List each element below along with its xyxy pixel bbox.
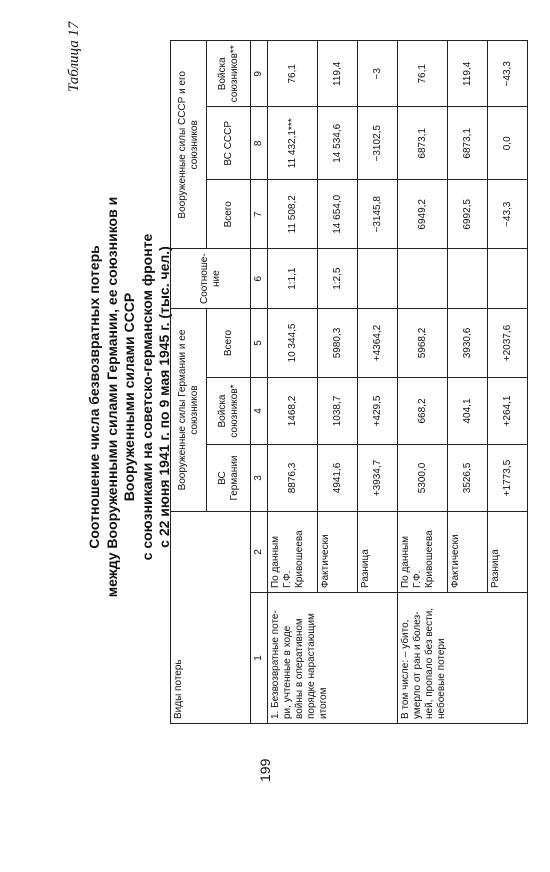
header-ratio: Соотноше-ние (171, 249, 251, 309)
table-cell: 5300,0 (398, 445, 448, 512)
table-cell: −3145,8 (358, 180, 398, 249)
title-line: Соотношение числа безвозвратных потерь (86, 245, 102, 549)
row-source-label: По данным Г.Ф. Кривошеева (268, 512, 318, 593)
table-cell: 11 508,2 (268, 180, 318, 249)
table-cell (448, 249, 488, 309)
table-cell: 0,0 (488, 107, 528, 180)
table-cell: 76,1 (398, 41, 448, 107)
header-total-de: Всего (207, 309, 251, 378)
table-cell: 11 432,1*** (268, 107, 318, 180)
column-index: 6 (251, 249, 268, 309)
table-cell: −43,3 (488, 180, 528, 249)
table-cell: 14 534,6 (318, 107, 358, 180)
title-line: между Вооруженными силами Германии, ее союзников и Вооруженными силами СССР (103, 196, 137, 598)
row-source-label: По данным Г.Ф. Кривошеева (398, 512, 448, 593)
table-cell: 668,2 (398, 378, 448, 445)
row-section-label: В том числе: – убито, умерло от ран и болез-ней, пропало без вести, небоевые потери (398, 593, 528, 724)
column-index: 9 (251, 41, 268, 107)
table-label: Таблица 17 (66, 21, 82, 92)
table-cell: +4364,2 (358, 309, 398, 378)
table-cell: 10 344,5 (268, 309, 318, 378)
table-cell: +429,5 (358, 378, 398, 445)
table-cell: 5968,2 (398, 309, 448, 378)
table-cell: 6992,5 (448, 180, 488, 249)
table-cell: +1773,5 (488, 445, 528, 512)
column-index: 4 (251, 378, 268, 445)
column-index: 7 (251, 180, 268, 249)
header-germany-group: Вооруженные силы Германии и ее союзников (171, 309, 207, 512)
table-title (86, 162, 174, 632)
table-cell: 5980,3 (318, 309, 358, 378)
table-cell: 1:1,1 (268, 249, 318, 309)
header-allies-de: Войска союзников* (207, 378, 251, 445)
table-cell: −3 (358, 41, 398, 107)
table-cell: 1:2,5 (318, 249, 358, 309)
table-cell: +2037,6 (488, 309, 528, 378)
table-cell: 14 654,0 (318, 180, 358, 249)
table-cell (398, 249, 448, 309)
column-index: 3 (251, 445, 268, 512)
header-vs-germany: ВС Германии (207, 445, 251, 512)
header-kinds: Виды потерь (171, 512, 251, 724)
table-cell: 8876,3 (268, 445, 318, 512)
table-cell: 119,4 (448, 41, 488, 107)
table-cell: 3526,5 (448, 445, 488, 512)
title-line: с 22 июня 1941 г. по 9 мая 1945 г. (тыс. чел.) (156, 246, 172, 548)
table-cell: 3930,6 (448, 309, 488, 378)
table-cell: 4941,6 (318, 445, 358, 512)
table-cell: 119,4 (318, 41, 358, 107)
table-cell: 404,1 (448, 378, 488, 445)
header-total-su: Всего (207, 180, 251, 249)
row-source-label: Разница (358, 512, 398, 593)
column-index: 8 (251, 107, 268, 180)
table-cell (488, 249, 528, 309)
table-cell: +264,1 (488, 378, 528, 445)
table-cell: 1468,2 (268, 378, 318, 445)
column-index: 1 (251, 593, 268, 724)
table-cell: 6949,2 (398, 180, 448, 249)
table-cell: 6873,1 (448, 107, 488, 180)
row-source-label: Разница (488, 512, 528, 593)
table-cell: 1038,7 (318, 378, 358, 445)
row-source-label: Фактически (318, 512, 358, 593)
column-index: 5 (251, 309, 268, 378)
header-allies-su: Войска союзников** (207, 41, 251, 107)
title-line: с союзниками на советско-германском фронте (138, 233, 155, 561)
table-cell (358, 249, 398, 309)
losses-table (170, 40, 528, 724)
page-number: 199 (257, 758, 273, 782)
row-source-label: Фактически (448, 512, 488, 593)
column-index: 2 (251, 512, 268, 593)
table-row (398, 41, 448, 724)
row-section-label: 1. Безвозвратные поте-ри, учтенные в ходе войны в оперативном порядке нарастающим итогом (268, 593, 398, 724)
table-cell: 6873,1 (398, 107, 448, 180)
table-cell: −43,3 (488, 41, 528, 107)
header-vs-ussr: ВС СССР (207, 107, 251, 180)
header-ussr-group: Вооруженные силы СССР и его союзников (171, 41, 207, 249)
table-row (268, 41, 318, 724)
table-cell: 76,1 (268, 41, 318, 107)
table-cell: −3102,5 (358, 107, 398, 180)
table-cell: +3934,7 (358, 445, 398, 512)
